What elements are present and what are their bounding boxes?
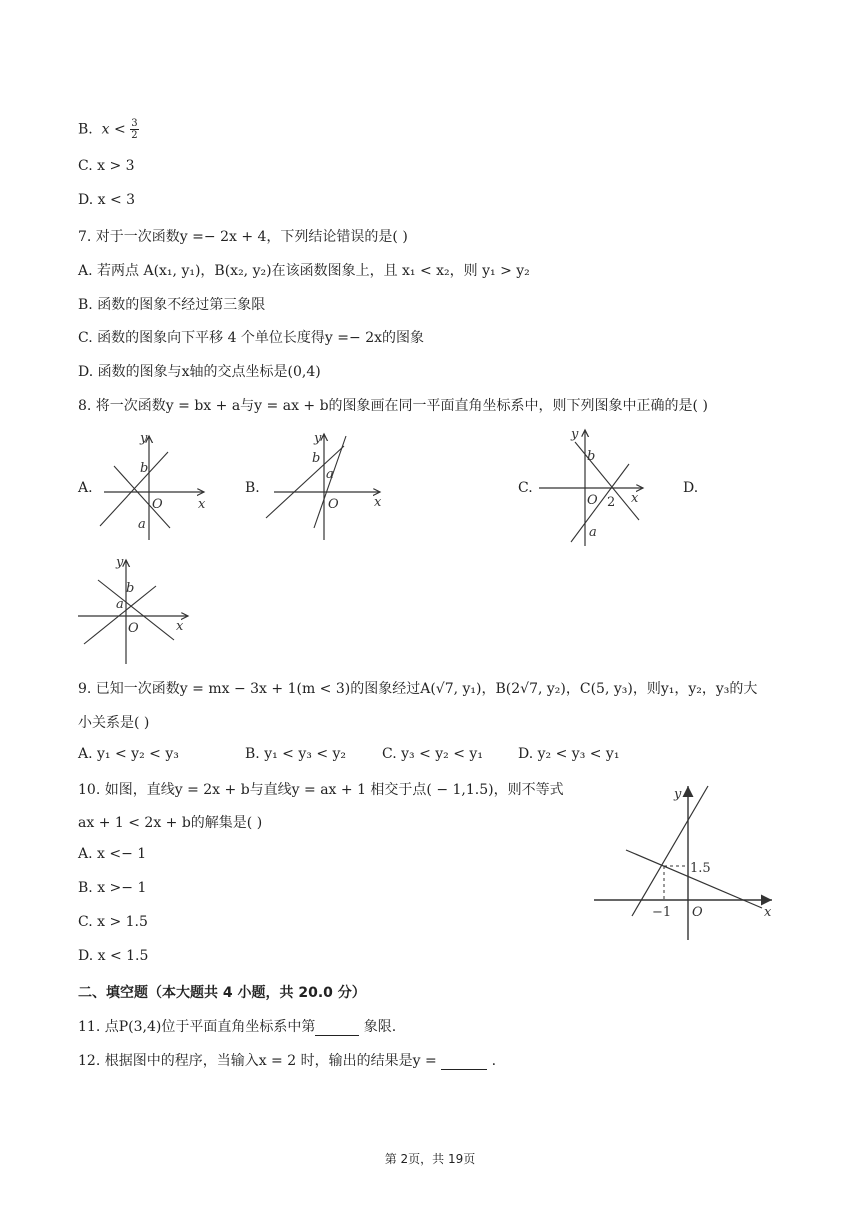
q8-graph-d [76, 554, 194, 666]
q11-answer-blank[interactable] [315, 1019, 359, 1036]
q9-option-c: C. y₃ < y₂ < y₁ [382, 746, 483, 762]
a-label: a [116, 597, 124, 612]
page-footer: 第 2页，共 19页 [384, 1152, 476, 1166]
q10-option-d: D. x < 1.5 [78, 948, 149, 964]
q6-option-b [78, 118, 139, 141]
q10-option-b: B. x >− 1 [78, 880, 147, 896]
origin-label: O [328, 497, 339, 512]
origin-label: O [128, 621, 139, 636]
q10-stem-line1: 10. 如图，直线y = 2x + b与直线y = ax + 1 相交于点( − 1,1.5)，则不等式 [78, 782, 564, 798]
x-label: x [631, 491, 639, 506]
line-1 [84, 586, 156, 644]
line-ax-plus-1 [626, 850, 762, 908]
q8-label-c: C. [518, 480, 533, 496]
q7-option-a: A. 若两点 A(x₁, y₁)，B(x₂, y₂)在该函数图象上，且 x₁ < x₂，则 y₁ > y₂ [78, 263, 530, 279]
q9-option-d: D. y₂ < y₃ < y₁ [518, 746, 620, 762]
q12-text-after: . [487, 1053, 497, 1069]
q7-stem: 7. 对于一次函数y =− 2x + 4，下列结论错误的是( ) [78, 229, 408, 245]
q11-text-after: 象限. [359, 1019, 397, 1035]
x-label: x [374, 495, 382, 510]
y-label: y [314, 431, 322, 446]
q11 [78, 1016, 396, 1036]
q6-option-d: D. x < 3 [78, 192, 136, 208]
q12-answer-blank[interactable] [441, 1053, 487, 1070]
two-label: 2 [607, 495, 616, 510]
y-label: y [571, 427, 579, 442]
q7-option-d: D. 函数的图象与x轴的交点坐标是(0,4) [78, 364, 321, 380]
label-1-5: 1.5 [690, 861, 711, 876]
q9-option-b: B. y₁ < y₃ < y₂ [245, 746, 347, 762]
x-label: x [764, 905, 772, 920]
q7-option-b: B. 函数的图象不经过第三象限 [78, 297, 266, 313]
a-label: a [589, 525, 597, 540]
q8-stem: 8. 将一次函数y = bx + a与y = ax + b的图象画在同一平面直角坐标系中，则下列图象中正确的是( ) [78, 398, 708, 414]
y-label: y [674, 787, 682, 802]
a-label: a [138, 517, 146, 532]
q10-option-c: C. x > 1.5 [78, 914, 148, 930]
q6-option-b-fraction [130, 118, 138, 141]
q8-graph-c [535, 424, 655, 548]
b-label: b [312, 451, 321, 466]
origin-label: O [152, 497, 163, 512]
fraction-denominator: 2 [131, 130, 138, 141]
q8-graph-b [262, 430, 384, 542]
q10-figure [590, 778, 780, 944]
q7-option-c: C. 函数的图象向下平移 4 个单位长度得y =− 2x的图象 [78, 330, 424, 346]
section-heading: 二、填空题（本大题共 4 小题，共 20.0 分） [78, 985, 366, 1001]
a-label: a [326, 467, 334, 482]
x-label: x [176, 619, 184, 634]
origin-label: O [692, 905, 703, 920]
q8-graph-a [96, 430, 216, 542]
q10-option-a: A. x <− 1 [78, 846, 147, 862]
line-2 [314, 436, 346, 528]
y-label: y [116, 555, 124, 570]
x-label: x [198, 497, 206, 512]
q6-option-b-prefix: B. [78, 121, 93, 138]
y-label: y [140, 431, 148, 446]
q8-label-d: D. [683, 480, 699, 496]
q9-stem-line1: 9. 已知一次函数y = mx − 3x + 1(m < 3)的图象经过A(√7, y₁)，B(2√7, y₂)，C(5, y₃)，则y₁，y₂，y₃的大 [78, 681, 758, 697]
q12-text-before: 12. 根据图中的程序，当输入x = 2 时，输出的结果是y = [78, 1053, 442, 1069]
q11-text-before: 11. 点P(3,4)位于平面直角坐标系中第 [78, 1019, 316, 1035]
b-label: b [140, 461, 149, 476]
q6-option-c: C. x > 3 [78, 158, 135, 174]
q9-option-a: A. y₁ < y₂ < y₃ [78, 746, 179, 762]
fraction-numerator: 3 [131, 118, 138, 129]
q8-label-b: B. [245, 480, 260, 496]
label-minus-1: −1 [652, 905, 672, 920]
q9-stem-line2: 小关系是( ) [78, 715, 150, 731]
q8-label-a: A. [78, 480, 93, 496]
origin-label: O [587, 493, 598, 508]
line-2x-plus-b [632, 786, 708, 916]
b-label: b [126, 581, 135, 596]
line-2 [571, 464, 629, 542]
q12 [78, 1050, 496, 1070]
b-label: b [587, 449, 596, 464]
q10-stem-line2: ax + 1 < 2x + b的解集是( ) [78, 815, 263, 831]
q6-option-b-lhs: x < [101, 121, 126, 138]
